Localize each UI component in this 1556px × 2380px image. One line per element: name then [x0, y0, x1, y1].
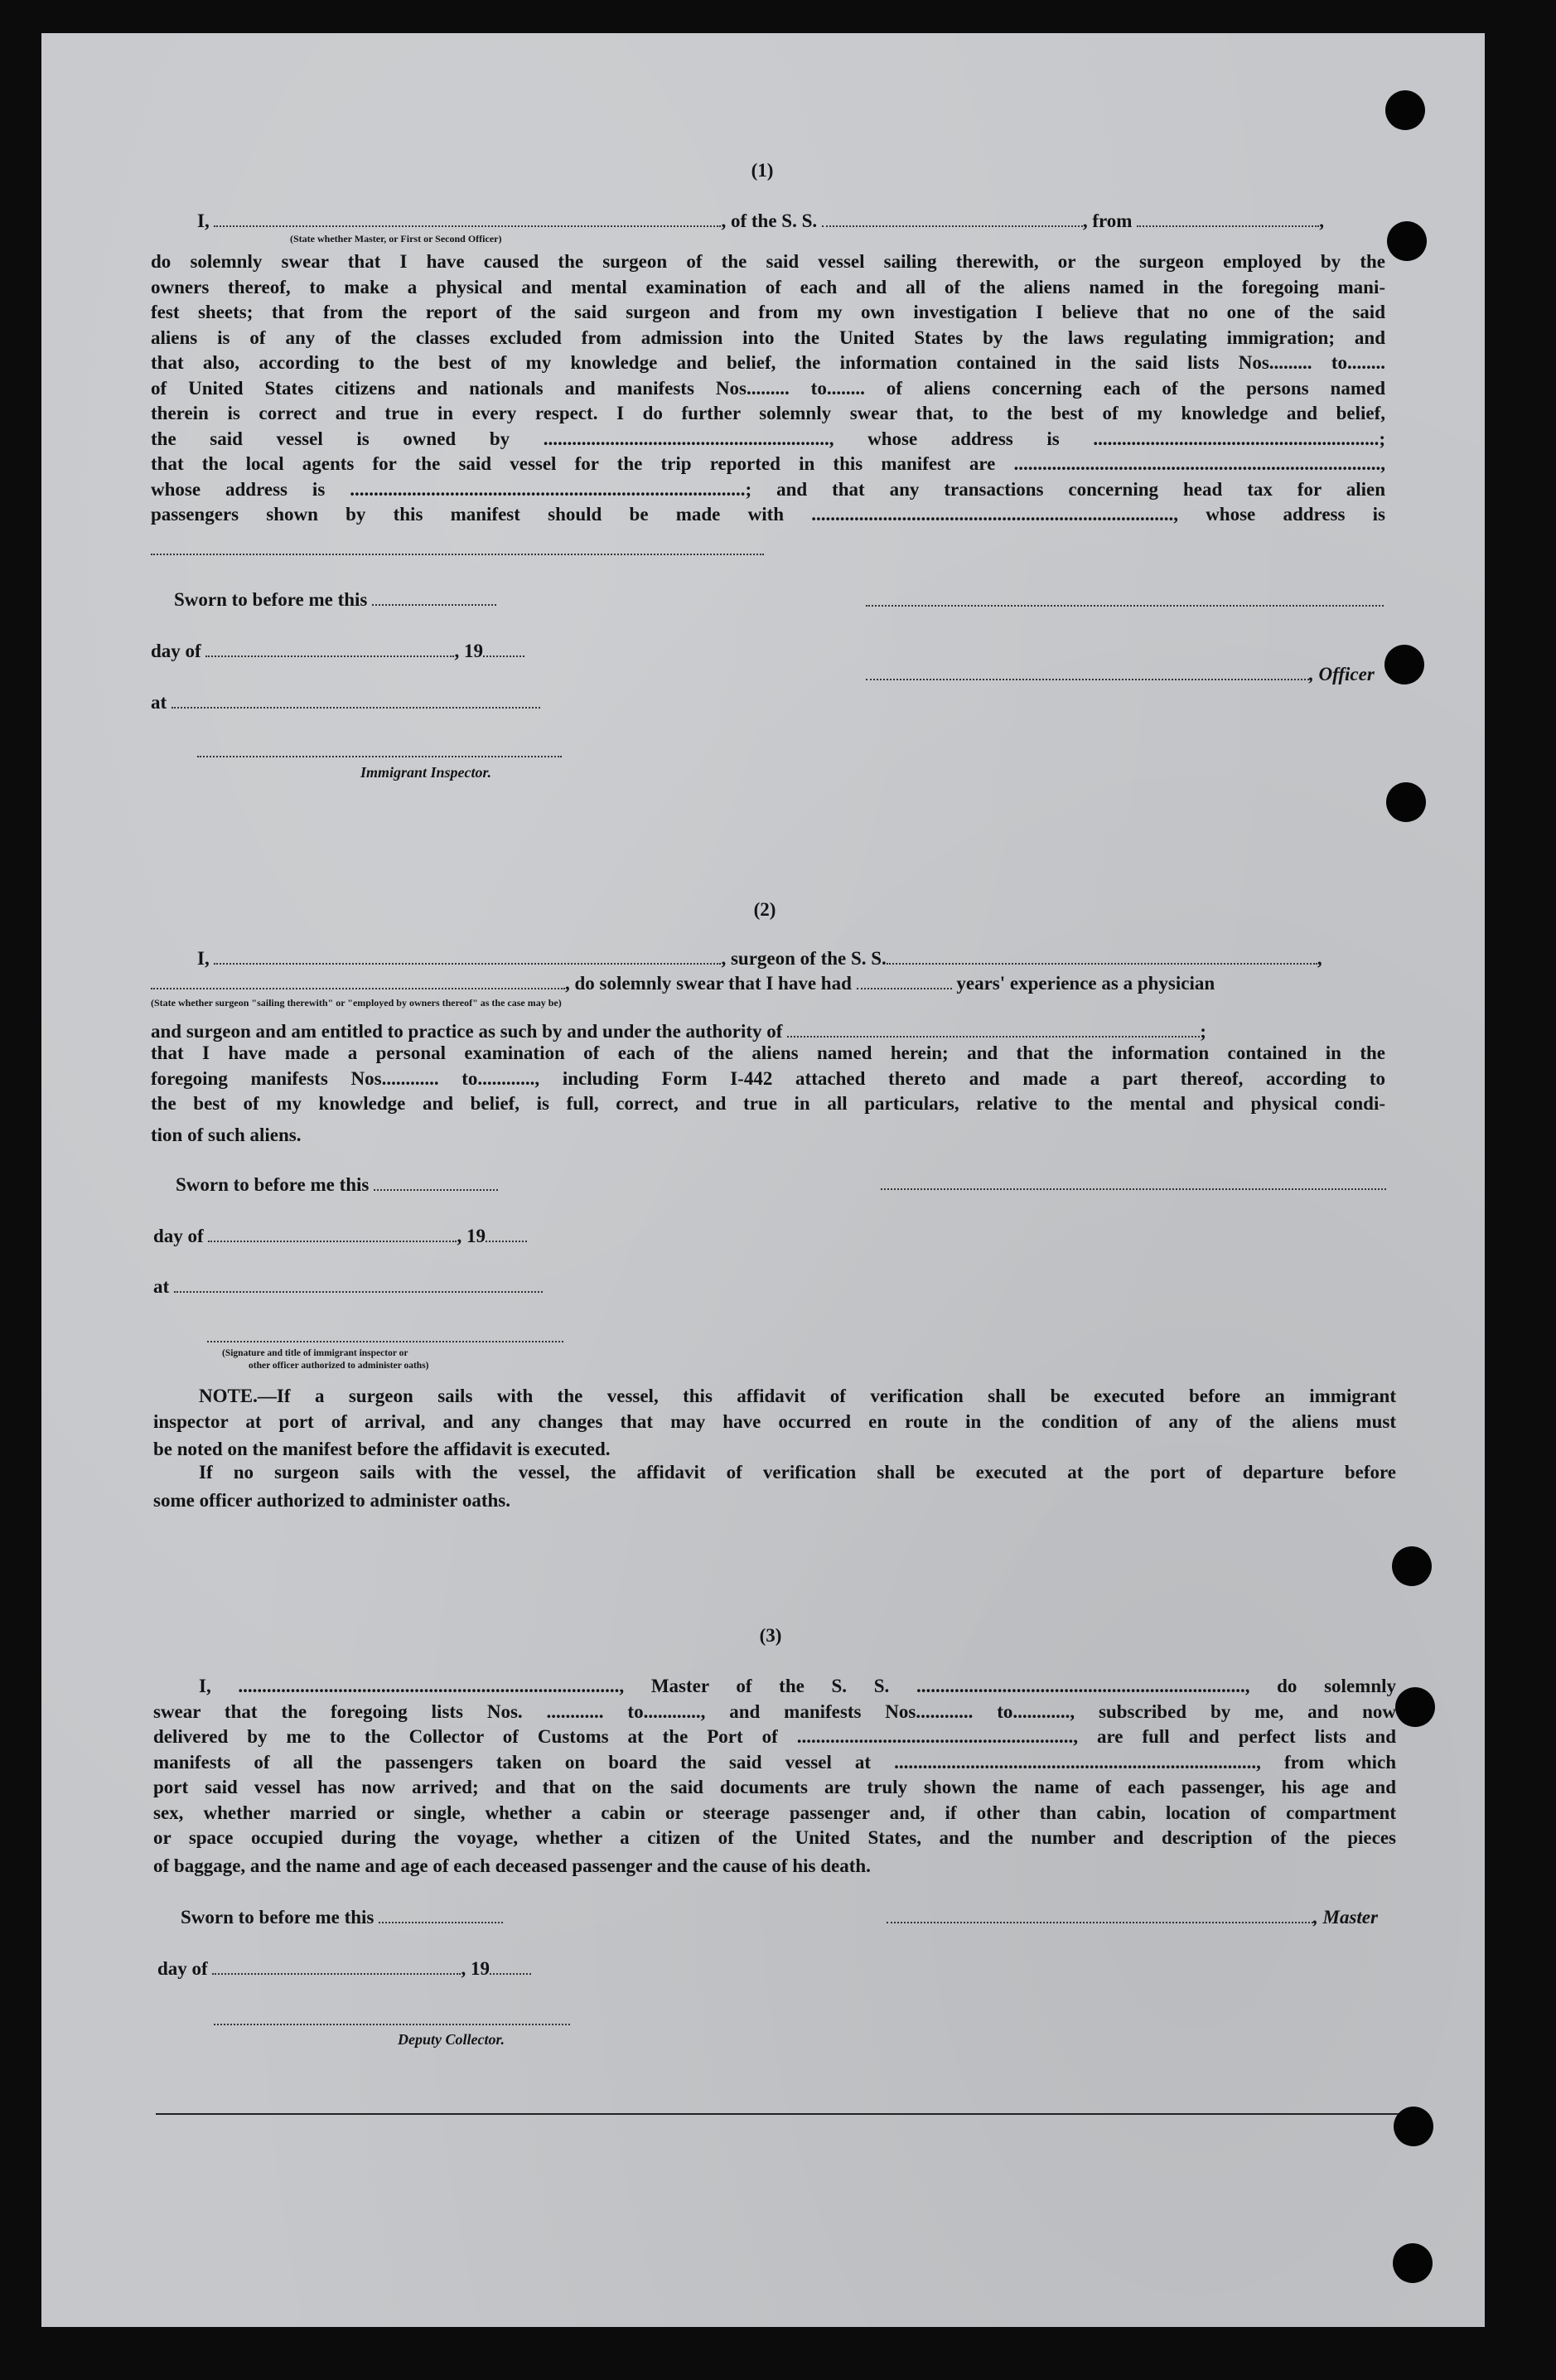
punch-hole [1387, 221, 1427, 261]
label-day-of: day of [151, 641, 201, 661]
body-line: therein is correct and true in every respect. I do further solemnly swear that, to the best of my knowledge and belief, [151, 403, 1385, 423]
body-line: the said vessel is owned by ............................................................, whose address is ............................................................; [151, 428, 1385, 449]
label-sworn: Sworn to before me this [181, 1907, 375, 1928]
punch-hole [1393, 2243, 1433, 2283]
surgeon-status-field[interactable] [151, 988, 565, 989]
surgeon-opening [197, 949, 1322, 968]
note-line: be noted on the manifest before the affidavit is executed. [153, 1439, 611, 1459]
signature-note: (Signature and title of immigrant inspector or [222, 1348, 408, 1358]
signature-field[interactable] [866, 605, 1384, 607]
sworn-date-field[interactable] [379, 1922, 503, 1923]
label-at: at [153, 1276, 170, 1297]
label-authority: and surgeon and am entitled to practice as such by and under the authority of [151, 1021, 783, 1042]
section-number: (2) [753, 899, 776, 920]
authority-field[interactable] [787, 1036, 1200, 1038]
inspector-signature-field[interactable] [197, 756, 562, 757]
body-line: the best of my knowledge and belief, is full, correct, and true in all particulars, relative to the mental and physical condi- [151, 1093, 1385, 1114]
vessel-name-field[interactable] [887, 963, 1317, 965]
label-years: years' experience as a physician [956, 973, 1215, 994]
body-line: whose address is ...................................................................................; and that any transactions concerning head tax for alien [151, 478, 1385, 500]
body-line: port said vessel has now arrived; and that on the said documents are truly shown the name of each passenger, his age and [153, 1777, 1396, 1797]
year-field[interactable] [486, 1241, 527, 1242]
officer-signature-line [866, 665, 1375, 684]
label-semicolon: ; [1200, 1021, 1206, 1042]
surgeon-signature-field[interactable] [881, 1188, 1386, 1190]
inspector-signature-field[interactable] [207, 1341, 563, 1342]
surgeon-line2 [151, 974, 1215, 993]
label-master: , Master [1313, 1907, 1378, 1928]
sworn-line [174, 590, 496, 609]
year-field[interactable] [483, 655, 524, 657]
label-year: , 19 [454, 641, 483, 661]
body-line: do solemnly swear that I have caused the surgeon of the said vessel sailing therewith, or the surgeon employed by the [151, 251, 1385, 272]
body-line: or space occupied during the voyage, whether a citizen of the United States, and the number and description of the pieces [153, 1827, 1396, 1848]
day-line [157, 1959, 531, 1978]
body-line: manifests of all the passengers taken on board the said vessel at ............................................................................, from which [153, 1751, 1396, 1773]
section2-body [151, 1041, 1385, 1117]
bottom-rule [156, 2113, 1399, 2115]
signature-note: other officer authorized to administer oaths) [249, 1361, 429, 1371]
label-at: at [151, 692, 167, 713]
vessel-name-field[interactable] [822, 225, 1083, 227]
at-field[interactable] [174, 1291, 543, 1293]
body-line: swear that the foregoing lists Nos. ............ to............, and manifests Nos............ to............, subscribed by me, and now [153, 1700, 1396, 1722]
body-line: owners thereof, to make a physical and mental examination of each and all of the aliens named in the foregoing mani- [151, 276, 1385, 298]
port-from-field[interactable] [1137, 225, 1319, 227]
oath-opening: I, , of the S. S. , from , [197, 210, 1324, 231]
label-comma: , [1317, 948, 1322, 969]
year-field[interactable] [490, 1973, 531, 1975]
punch-hole [1386, 782, 1426, 822]
punch-hole [1392, 1546, 1432, 1586]
day-line [151, 641, 524, 660]
collector-signature-field[interactable] [214, 2024, 570, 2025]
master-signature-line [887, 1908, 1378, 1927]
label-sworn: Sworn to before me this [176, 1174, 370, 1195]
officer-signature-field[interactable] [866, 679, 1309, 680]
section-number: (1) [751, 160, 774, 181]
at-line [153, 1277, 543, 1296]
section-number: (3) [759, 1625, 782, 1646]
label-day-of: day of [157, 1958, 208, 1979]
label-from: , from [1082, 210, 1133, 231]
surgeon-note: (State whether surgeon "sailing therewith" or "employed by owners thereof" as the case may be) [151, 997, 562, 1009]
punch-hole [1385, 90, 1425, 130]
body-last-line: tion of such aliens. [151, 1125, 302, 1145]
inspector-label: Immigrant Inspector. [360, 764, 492, 781]
sworn-line [176, 1175, 498, 1194]
label-i: I, [197, 948, 210, 969]
label-day-of: day of [153, 1226, 204, 1246]
sworn-line [181, 1908, 503, 1927]
body-line: foregoing manifests Nos............ to............, including Form I-442 attached thereto and made a part thereof, according to [151, 1067, 1385, 1089]
body-line: aliens is of any of the classes excluded from admission into the United States by the laws regulating immigration; and [151, 327, 1385, 348]
at-line [151, 693, 540, 712]
officer-name-field[interactable] [214, 225, 721, 227]
body-line: that the local agents for the said vessel for the trip reported in this manifest are ............................................................................., [151, 453, 1385, 474]
label-sworn: Sworn to before me this [174, 589, 368, 610]
punch-hole [1384, 645, 1424, 684]
label-year: , 19 [457, 1226, 486, 1246]
body-line: fest sheets; that from the report of the said surgeon and from my own investigation I believe that no one of the said [151, 302, 1385, 322]
officer-note: (State whether Master, or First or Second Officer) [290, 233, 502, 244]
section1-body [151, 249, 1385, 528]
label-i: I, [197, 210, 210, 231]
day-field[interactable] [208, 1241, 457, 1242]
section3-body [153, 1674, 1396, 1851]
body-line: passengers shown by this manifest should be made with ............................................................................, whose address is [151, 504, 1385, 525]
label-surgeon-of-ss: , surgeon of the S. S. [721, 948, 887, 969]
day-line [153, 1226, 527, 1246]
note2-paragraph [153, 1460, 1396, 1486]
body-line: that also, according to the best of my knowledge and belief, the information contained in the said lists Nos......... to........ [151, 352, 1385, 373]
deputy-collector-label: Deputy Collector. [398, 2031, 505, 2048]
authority-line [151, 1022, 1206, 1041]
sworn-date-field[interactable] [372, 604, 496, 606]
note-line: If no surgeon sails with the vessel, the affidavit of verification shall be executed at the port of departure before [199, 1462, 1396, 1483]
note-paragraph [153, 1384, 1396, 1434]
note-line: inspector at port of arrival, and any changes that may have occurred en route in the condition of any of the aliens must [153, 1410, 1396, 1432]
sworn-date-field[interactable] [374, 1189, 498, 1191]
body-line: delivered by me to the Collector of Customs at the Port of .........................................................., are full and perfect lists and [153, 1726, 1396, 1747]
day-field[interactable] [205, 655, 454, 657]
label-officer: , Officer [1309, 664, 1375, 684]
note-line: some officer authorized to administer oaths. [153, 1490, 510, 1511]
punch-hole [1394, 2107, 1433, 2146]
body-line: that I have made a personal examination of each of the aliens named herein; and that the information contained in the [151, 1042, 1385, 1063]
master-signature-field[interactable] [887, 1922, 1313, 1923]
body-line: sex, whether married or single, whether a cabin or steerage passenger and, if other than cabin, location of compartment [153, 1802, 1396, 1823]
label-of-ss: , of the S. S. [721, 210, 818, 231]
body-line: I, ................................................................................, Master of the S. S. ....................................................................., do solemnly [199, 1676, 1396, 1696]
years-field[interactable] [857, 988, 952, 989]
label-swear: , do solemnly swear that I have had [565, 973, 852, 994]
note-line: NOTE.—If a surgeon sails with the vessel, this affidavit of verification shall be executed before an immigrant [199, 1386, 1396, 1406]
surgeon-name-field[interactable] [214, 963, 721, 965]
at-field[interactable] [172, 707, 540, 709]
body-last-line: of baggage, and the name and age of each deceased passenger and the cause of his death. [153, 1855, 871, 1876]
punch-hole [1395, 1687, 1435, 1727]
body-line: of United States citizens and nationals and manifests Nos......... to........ of aliens concerning each of the persons named [151, 377, 1385, 399]
label-year: , 19 [461, 1958, 490, 1979]
day-field[interactable] [212, 1973, 461, 1975]
address-field[interactable] [151, 554, 764, 555]
